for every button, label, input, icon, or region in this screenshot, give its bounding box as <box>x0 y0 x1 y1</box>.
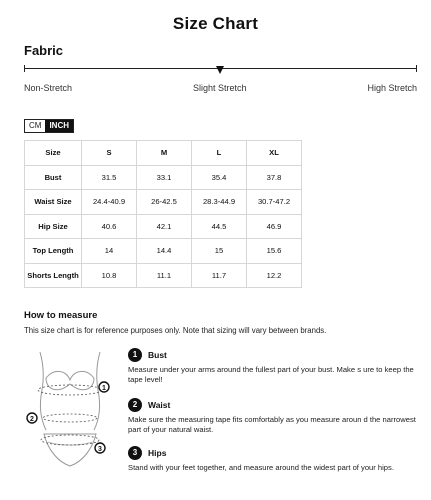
reference-note: This size chart is for reference purposes only. Note that sizing will vary between brands. <box>24 326 327 335</box>
table-cell: 12.2 <box>247 263 302 288</box>
page-title: Size Chart <box>172 14 259 33</box>
table-row-label: Waist Size <box>25 190 82 215</box>
stretch-marker-icon <box>216 66 224 74</box>
measure-lines <box>38 385 102 445</box>
step-title: Bust <box>148 350 167 360</box>
figure-badge-2 <box>27 413 37 423</box>
table-header-cell: XL <box>247 141 302 166</box>
stretch-label-high-stretch: High Stretch <box>367 83 417 93</box>
table-cell: 31.5 <box>82 165 137 190</box>
table-cell: 11.7 <box>192 263 247 288</box>
table-cell: 26-42.5 <box>137 190 192 215</box>
table-header-cell: Size <box>25 141 82 166</box>
table-row-label: Bust <box>25 165 82 190</box>
unit-inch-button[interactable]: INCH <box>45 120 73 132</box>
stretch-scale-tick-left <box>24 65 25 72</box>
table-row-label: Hip Size <box>25 214 82 239</box>
step-title: Hips <box>148 448 167 458</box>
unit-toggle <box>24 119 74 133</box>
table-cell: 46.9 <box>247 214 302 239</box>
step-description: Measure under your arms around the fullest part of your bust. Make s ure to keep the tape level! <box>128 365 414 384</box>
table-cell: 33.1 <box>137 165 192 190</box>
table-row-label: Top Length <box>25 239 82 264</box>
table-cell: 11.1 <box>137 263 192 288</box>
table-cell: 15.6 <box>247 239 302 264</box>
step-number-badge: 3 <box>128 446 142 460</box>
step-number-badge: 2 <box>128 398 142 412</box>
step-description: Stand with your feet together, and measure around the widest part of your hips. <box>128 463 394 472</box>
stretch-label-non-stretch: Non-Stretch <box>24 83 73 93</box>
table-header-row <box>25 141 302 166</box>
table-header-cell: S <box>82 141 137 166</box>
svg-text:3: 3 <box>98 446 102 453</box>
table-cell: 14.4 <box>137 239 192 264</box>
stretch-label-slight-stretch: Slight Stretch <box>193 83 247 93</box>
step-description: Make sure the measuring tape fits comfortably as you measure aroun d the narrowest part of your natural waist. <box>128 415 416 434</box>
table-row <box>25 214 302 239</box>
table-header-cell: M <box>137 141 192 166</box>
table-row <box>25 239 302 264</box>
table-cell: 30.7-47.2 <box>247 190 302 215</box>
table-row <box>25 190 302 215</box>
table-cell: 14 <box>82 239 137 264</box>
figure-badge-3 <box>95 443 105 453</box>
step-number-badge: 1 <box>128 348 142 362</box>
table-cell: 15 <box>192 239 247 264</box>
table-row <box>25 263 302 288</box>
table-cell: 44.5 <box>192 214 247 239</box>
body-measurement-figure <box>22 350 118 490</box>
step-title: Waist <box>148 400 171 410</box>
table-cell: 24.4-40.9 <box>82 190 137 215</box>
unit-cm-button[interactable]: CM <box>25 120 45 132</box>
stretch-scale-tick-right <box>416 65 417 72</box>
table-row <box>25 165 302 190</box>
table-cell: 35.4 <box>192 165 247 190</box>
how-to-measure-heading: How to measure <box>24 310 98 321</box>
table-cell: 10.8 <box>82 263 137 288</box>
table-cell: 28.3-44.9 <box>192 190 247 215</box>
size-table <box>24 140 302 288</box>
bikini-body-illustration <box>40 352 100 466</box>
figure-badge-1 <box>99 382 109 392</box>
svg-text:2: 2 <box>30 416 34 423</box>
table-cell: 40.6 <box>82 214 137 239</box>
svg-text:1: 1 <box>102 385 106 392</box>
table-header-cell: L <box>192 141 247 166</box>
fabric-heading: Fabric <box>24 43 64 58</box>
table-cell: 37.8 <box>247 165 302 190</box>
table-row-label: Shorts Length <box>25 263 82 288</box>
table-cell: 42.1 <box>137 214 192 239</box>
